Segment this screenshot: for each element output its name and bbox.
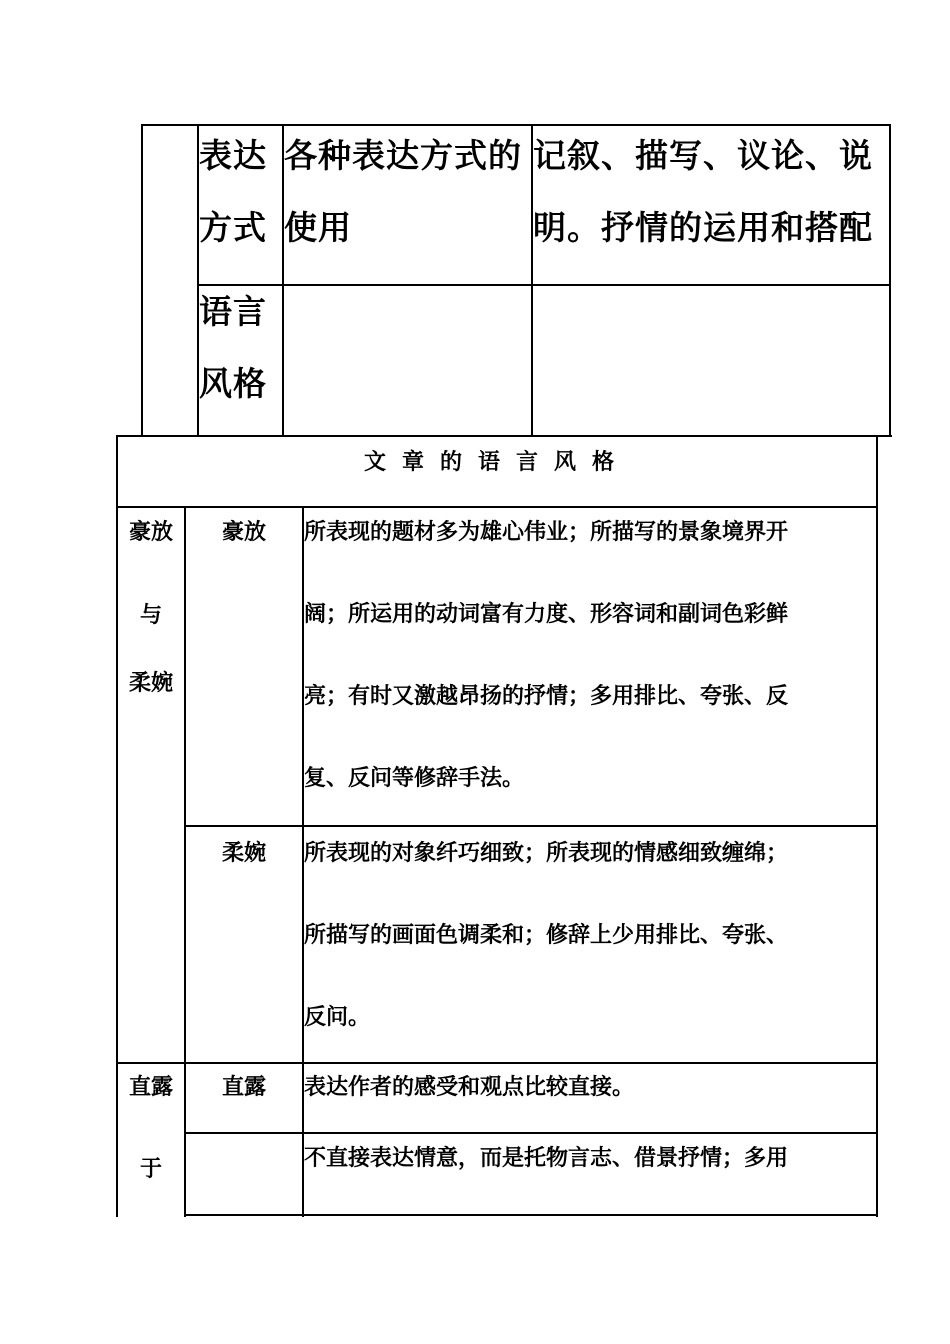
haofang-line1: 所表现的题材多为雄心伟业；所描写的景象境界开 [304, 520, 789, 545]
group2-label-line1: 直露 [128, 1075, 173, 1100]
rouwan-line1: 所表现的对象纤巧细致；所表现的情感细致缠绵； [304, 841, 789, 866]
top-row1-label-line2: 方式 [199, 208, 267, 247]
top-row1-label-line1: 表达 [199, 136, 267, 175]
rouwan-line2: 所描写的画面色调柔和；修辞上少用排比、夸张、 [304, 923, 789, 948]
top-row1-desc-line2: 明。抒情的运用和搭配 [533, 208, 873, 247]
style-table-border-top [116, 435, 892, 437]
style-table-title: 文章的语言风格 [363, 450, 630, 475]
group1-label-line3: 柔婉 [128, 671, 173, 696]
top-row1-item [284, 120, 534, 264]
group-label-haofang-rouwan [118, 492, 184, 574]
style-desc-haofang [304, 492, 884, 820]
group1-label-line2-pos: 与 [139, 603, 162, 628]
top-row1-item-line1: 各种表达方式的 [284, 136, 522, 175]
top-row1-desc [533, 120, 893, 264]
top-row2-label-line2: 风格 [199, 364, 267, 403]
top-row2-label-line1: 语言 [199, 292, 267, 331]
haofang-line3: 亮；有时又激越昂扬的抒情；多用排比、夸张、反 [304, 684, 789, 709]
style-desc-zhilu: 表达作者的感受和观点比较直接。 [304, 1075, 635, 1100]
top-table-border-left [141, 124, 143, 436]
style-name-zhilu: 直露 [221, 1075, 266, 1100]
group1-label-line1: 豪放 [128, 520, 173, 545]
style-name-rouwan: 柔婉 [221, 841, 266, 866]
style-table-row-divider-2 [116, 1062, 878, 1064]
style-name-haofang: 豪放 [221, 520, 266, 545]
rouwan-line3: 反问。 [304, 1005, 371, 1030]
haofang-line4: 复、反问等修辞手法。 [304, 766, 525, 791]
style-table-row-divider-3 [184, 1132, 878, 1134]
style-desc-hanxu: 不直接表达情意，而是托物言志、借景抒情；多用 [304, 1146, 789, 1171]
top-row1-item-line2: 使用 [284, 208, 352, 247]
style-desc-rouwan [304, 813, 884, 1059]
top-table-row-divider [197, 284, 891, 286]
haofang-line2: 阔；所运用的动词富有力度、形容词和副词色彩鲜 [304, 602, 789, 627]
style-table-row-divider-4 [184, 1214, 878, 1216]
group2-label-line2: 于 [139, 1157, 162, 1182]
top-row2-label [199, 276, 283, 420]
top-row1-label [199, 120, 283, 264]
top-row1-desc-line1: 记叙、描写、议论、说 [533, 136, 873, 175]
